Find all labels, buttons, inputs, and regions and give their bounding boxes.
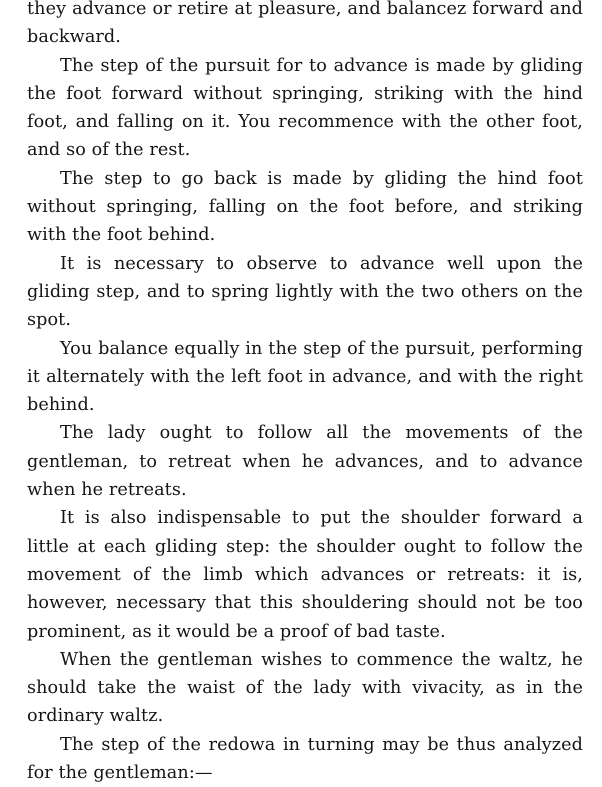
paragraph-commence-waltz: When the gentleman wishes to commence the waltz, he should take the waist of the lady with vivacity, as in the ordinary waltz. <box>27 649 583 727</box>
paragraph-continuation: they advance or retire at pleasure, and balancez forward and backward. <box>27 0 583 48</box>
paragraph-redowa-step: The step of the redowa in turning may be thus analyzed for the gentleman:— <box>27 734 583 784</box>
paragraph-balance: You balance equally in the step of the pursuit, performing it alternately with the left foot in advance, and with the right behind. <box>27 338 583 416</box>
paragraph-shoulder: It is also indispensable to put the shoulder forward a little at each gliding step: the shoulder ought to follow the movement of the limb which advances or retreats: it is, however, necessary that this shouldering should not be too prominent, as it would be a proof of bad taste. <box>27 508 583 642</box>
document-page <box>27 0 583 787</box>
paragraph-pursuit-step: The step of the pursuit for to advance is made by gliding the foot forward without springing, striking with the hind foot, and falling on it. You recommence with the other foot, and so of the rest. <box>27 55 583 161</box>
paragraph-advance-gliding: It is necessary to observe to advance well upon the gliding step, and to spring lightly with the two others on the spot. <box>27 253 583 331</box>
paragraph-step-back: The step to go back is made by gliding the hind foot without springing, falling on the foot before, and striking with the foot behind. <box>27 168 583 246</box>
paragraph-lady-follow: The lady ought to follow all the movements of the gentleman, to retreat when he advances, and to advance when he retreats. <box>27 423 583 501</box>
